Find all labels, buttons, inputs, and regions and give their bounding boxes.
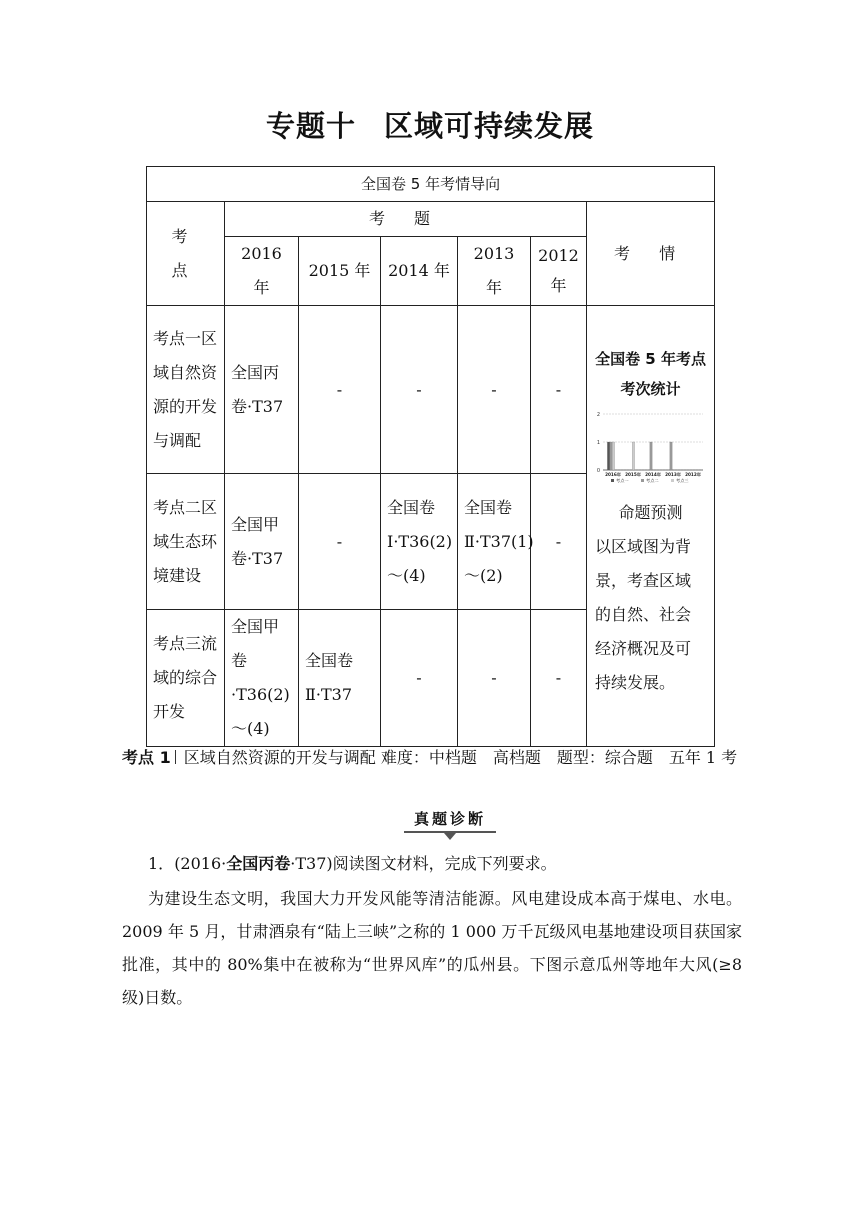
table-cell: 全国甲卷·T37	[225, 474, 299, 610]
bar	[609, 442, 611, 470]
x-tick-label: 2012年	[684, 472, 701, 477]
legend-swatch	[641, 479, 644, 482]
table-cell: -	[381, 306, 458, 474]
table-row	[147, 306, 715, 474]
table-cell: -	[299, 306, 381, 474]
year-header: 2015 年	[299, 237, 381, 306]
kaodian-header: 考 点	[147, 202, 225, 306]
year-header: 2013 年	[458, 237, 531, 306]
year-header: 2014 年	[381, 237, 458, 306]
table-cell: 全国卷Ⅱ·T37	[299, 610, 381, 747]
table-caption: 全国卷 5 年考情导向	[147, 167, 715, 202]
question-paragraph: 为建设生态文明，我国大力开发风能等清洁能源。风电建设成本高于煤电、水电。2009 年 5 月，甘肃酒泉有“陆上三峡”之称的 1 000 万千瓦级风电基地建设项目获国家批准，其中的 80%集中在被称为“世界风库”的瓜州县。下图示意瓜州等地年大风(≥8 级)日数。	[122, 889, 742, 1007]
section-banner-text: 真题诊断	[404, 808, 496, 833]
bar	[612, 442, 614, 470]
bar	[607, 442, 609, 470]
legend-swatch	[671, 479, 674, 482]
kaodian-meta: 难度：中档题 高档题 题型：综合题 五年 1 考	[380, 748, 738, 767]
side-prediction-title: 命题预测	[618, 503, 683, 522]
question-number: 1．	[148, 854, 175, 873]
title-part1: 专题十	[265, 109, 356, 143]
legend-entry: 考点三	[675, 478, 689, 483]
kaodian-line	[122, 742, 742, 774]
question-source-prefix: (2016·	[174, 854, 227, 873]
table-cell: -	[531, 610, 587, 747]
legend-entry: 考点二	[645, 478, 659, 483]
section-banner	[404, 808, 496, 840]
table-cell: -	[299, 474, 381, 610]
kaodian-topic: 区域自然资源的开发与调配	[183, 748, 376, 767]
bar	[669, 442, 671, 470]
exam-table	[146, 166, 715, 747]
row-name: 考点一区域自然资源的开发与调配	[147, 306, 225, 474]
question-heading	[148, 850, 557, 878]
legend-entry: 考点一	[615, 478, 629, 483]
legend-swatch	[611, 479, 614, 482]
table-cell: -	[458, 306, 531, 474]
side-title: 全国卷 5 年考点考次统计	[595, 350, 706, 398]
table-cell: 全国卷Ⅱ·T37(1)～(2)	[458, 474, 531, 610]
y-tick-label: 1	[596, 440, 600, 446]
stats-chart	[595, 410, 707, 488]
year-header: 2012 年	[531, 237, 587, 306]
table-cell: -	[531, 306, 587, 474]
table-cell: 全国丙卷·T37	[225, 306, 299, 474]
side-prediction-text: 以区域图为背景，考查区域的自然、社会经济概况及可持续发展。	[595, 537, 692, 692]
question-source-suffix: ·T37)阅读图文材料，完成下列要求。	[290, 854, 557, 873]
x-tick-label: 2013年	[664, 472, 681, 477]
table-cell: -	[381, 610, 458, 747]
banner-arrow-icon	[444, 833, 456, 840]
bar	[649, 442, 651, 470]
x-tick-label: 2015年	[624, 472, 641, 477]
row-name: 考点二区域生态环境建设	[147, 474, 225, 610]
title-part2: 区域可持续发展	[384, 109, 595, 143]
page-title	[0, 104, 860, 145]
y-tick-label: 2	[596, 412, 600, 418]
table-cell: -	[531, 474, 587, 610]
x-tick-label: 2016年	[604, 472, 621, 477]
y-tick-label: 0	[596, 468, 600, 474]
kaoti-header: 考 题	[225, 202, 587, 237]
x-tick-label: 2014年	[644, 472, 661, 477]
year-header: 2016 年	[225, 237, 299, 306]
kaoqing-side-cell	[587, 306, 715, 747]
bar	[632, 442, 634, 470]
table-cell: 全国卷Ⅰ·T36(2)～(4)	[381, 474, 458, 610]
kaodian-label: 考点 1	[122, 748, 171, 767]
question-source-bold: 全国丙卷	[226, 854, 291, 873]
kaoqing-header: 考 情	[587, 202, 715, 306]
table-cell: 全国甲卷·T36(2)～(4)	[225, 610, 299, 747]
row-name: 考点三流域的综合开发	[147, 610, 225, 747]
table-cell: -	[458, 610, 531, 747]
